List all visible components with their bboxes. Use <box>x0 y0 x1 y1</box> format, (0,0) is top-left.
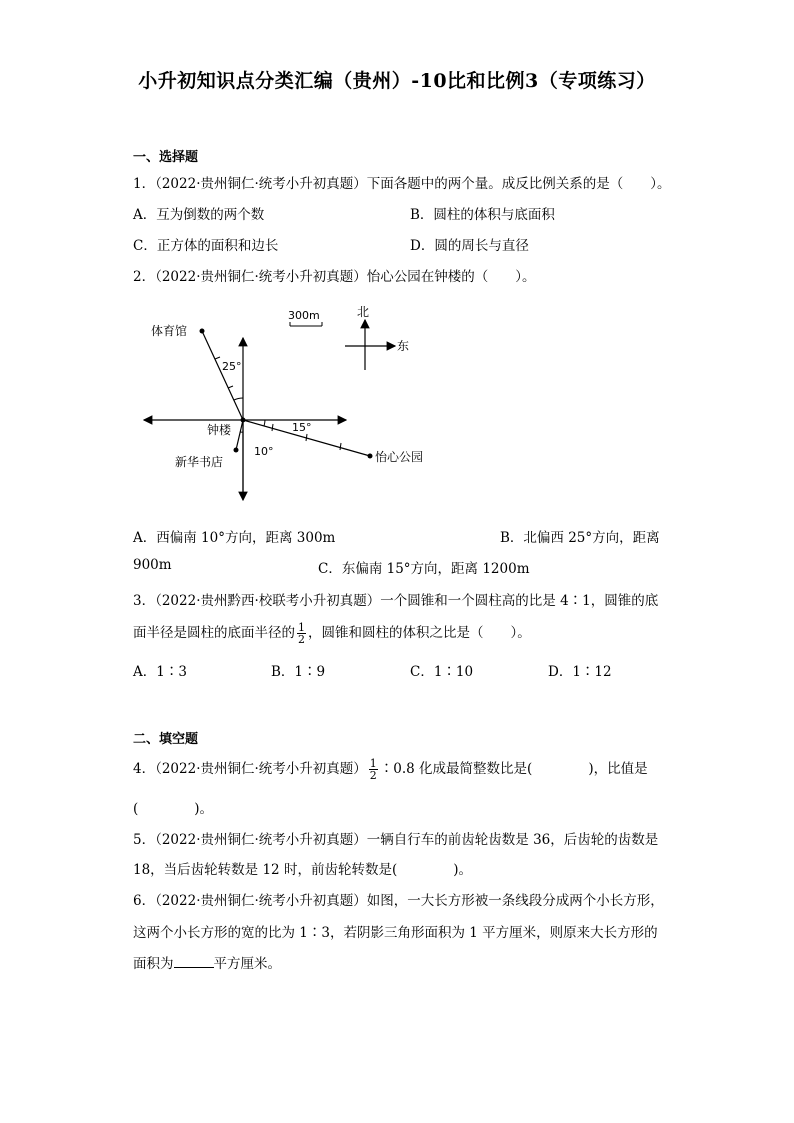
q3-fraction: $\frac{1}{2}$ <box>298 621 305 646</box>
q2-option-a: A．西偏南 10°方向，距离 300m <box>133 530 336 546</box>
question-5-line2 <box>133 858 472 878</box>
q3-text-b: ，圆锥和圆柱的体积之比是（ ）。 <box>308 625 531 641</box>
q3-text-a: 面半径是圆柱的底面半径的 <box>133 625 295 641</box>
question-4-line1 <box>133 757 648 781</box>
park-label: 怡心公园 <box>375 450 424 464</box>
q1-option-a: A．互为倒数的两个数 <box>133 207 265 223</box>
question-6-line2: 这两个小长方形的宽的比为 1∶3，若阴影三角形面积为 1 平方厘米，则原来大长方形的 <box>133 925 658 941</box>
q1-option-b: B．圆柱的体积与底面积 <box>410 207 555 223</box>
q5-text-a: 18，当后齿轮转数是 12 时，前齿轮转数是( <box>133 862 398 878</box>
angle-25-label: 25° <box>222 360 242 373</box>
gym-label: 体育馆 <box>151 324 188 338</box>
q2-option-b-cont: 900m <box>133 557 172 573</box>
question-1-stem: 1．（2022·贵州铜仁·统考小升初真题）下面各题中的两个量。成反比例关系的是（ ）。 <box>133 176 671 192</box>
angle-15-label: 15° <box>292 421 312 434</box>
q3-option-a: A．1∶3 <box>133 664 187 680</box>
east-label: 东 <box>397 339 410 353</box>
q1-option-d: D．圆的周长与直径 <box>410 238 529 254</box>
angle-10-label: 10° <box>254 445 274 458</box>
question-3-line2 <box>133 621 531 645</box>
page-title: 小升初知识点分类汇编（贵州）-10比和比例3（专项练习） <box>138 70 656 92</box>
bookstore-point <box>234 448 239 453</box>
q6-answer-blank[interactable] <box>174 955 214 968</box>
q1-option-c: C．正方体的面积和边长 <box>133 238 279 254</box>
question-5-line1: 5．（2022·贵州铜仁·统考小升初真题）一辆自行车的前齿轮齿数是 36，后齿轮的齿数是 <box>133 832 659 848</box>
gym-point <box>200 329 205 334</box>
q4-paren-close: )。 <box>194 801 214 817</box>
q4-paren-open: ( <box>133 801 139 817</box>
park-point <box>368 454 373 459</box>
bookstore-line <box>236 420 243 450</box>
question-3-line1: 3．（2022·贵州黔西·校联考小升初真题）一个圆锥和一个圆柱高的比是 4∶1，圆锥的底 <box>133 593 659 609</box>
question-6-line3 <box>133 952 281 972</box>
tower-point <box>241 418 246 423</box>
q4-text-a: ∶0.8 化成最简整数比是( <box>379 761 533 777</box>
q2-option-c: C．东偏南 15°方向，距离 1200m <box>318 561 530 577</box>
question-6-line1: 6．（2022·贵州铜仁·统考小升初真题）如图，一大长方形被一条线段分成两个小长方形， <box>133 893 664 909</box>
bookstore-label: 新华书店 <box>175 455 224 469</box>
q2-direction-figure <box>130 298 430 508</box>
q3-option-b: B．1∶9 <box>271 664 326 680</box>
question-2-stem: 2．（2022·贵州铜仁·统考小升初真题）怡心公园在钟楼的（ ）。 <box>133 269 536 285</box>
north-label: 北 <box>357 305 370 319</box>
q3-option-c: C．1∶10 <box>410 664 474 680</box>
q4-prefix: 4．（2022·贵州铜仁·统考小升初真题） <box>133 761 367 777</box>
q2-option-b: B．北偏西 25°方向，距离 <box>500 530 660 546</box>
q6-text-a: 面积为 <box>133 956 174 972</box>
gym-line <box>202 331 243 420</box>
section-heading-fill: 二、填空题 <box>133 732 199 747</box>
q3-option-d: D．1∶12 <box>548 664 612 680</box>
q5-text-b: )。 <box>453 862 472 878</box>
q4-fraction: $\frac{1}{2}$ <box>369 757 377 782</box>
q4-text-b: )，比值是 <box>588 761 648 777</box>
section-heading-choice: 一、选择题 <box>133 150 199 165</box>
q6-text-b: 平方厘米。 <box>213 956 281 972</box>
scale-label: 300m <box>288 309 320 322</box>
question-4-line2 <box>133 797 213 817</box>
tower-label: 钟楼 <box>207 423 232 437</box>
